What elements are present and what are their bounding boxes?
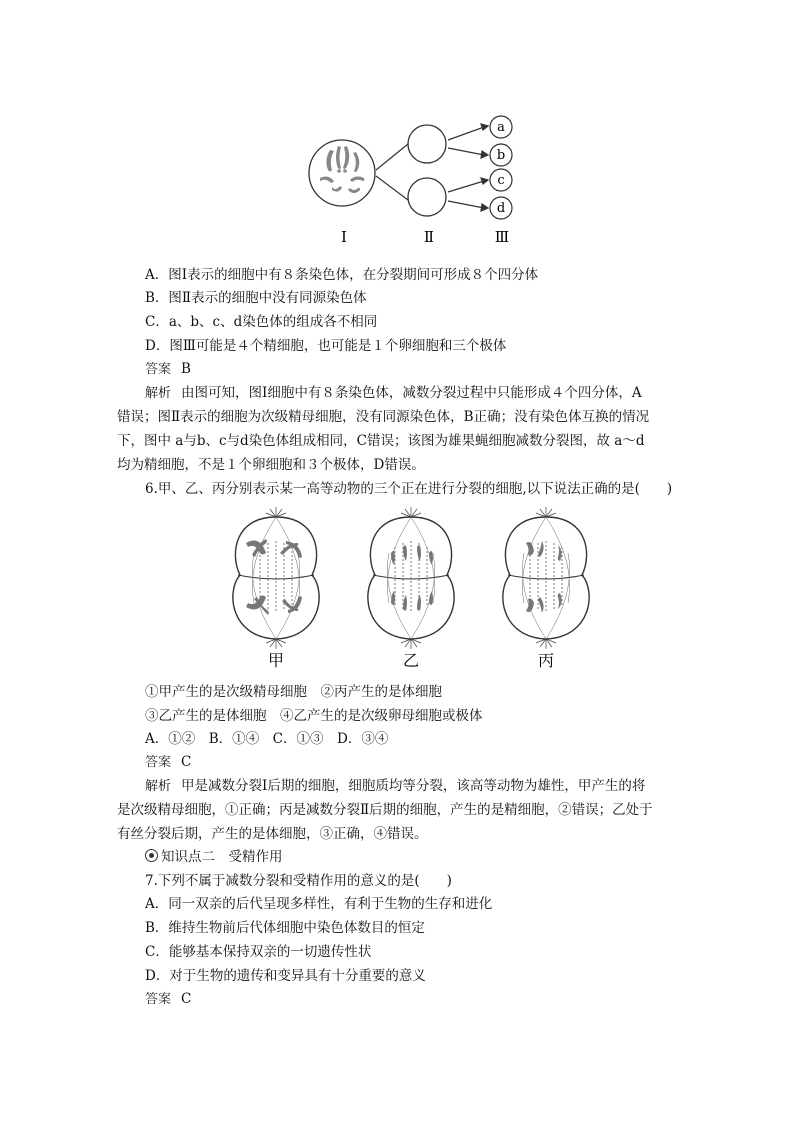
label-I: Ⅰ <box>341 228 347 246</box>
q6-stem: 6.甲、乙、丙分别表示某一高等动物的三个正在进行分裂的细胞,以下说法正确的是( ) <box>145 481 673 497</box>
q5-answer <box>145 359 191 380</box>
q5-option-c: C．a、b、c、d染色体的组成各不相同 <box>145 314 378 330</box>
q7-option-d: D．对于生物的遗传和变异具有十分重要的意义 <box>145 968 426 984</box>
answer-value: C <box>181 991 192 1007</box>
q5-explanation-1 <box>145 383 642 404</box>
knowledge-point-icon <box>145 849 158 862</box>
label-III: Ⅲ <box>494 228 510 246</box>
q7-stem: 7.下列不属于减数分裂和受精作用的意义的是( ) <box>145 873 452 889</box>
q7-option-b: B．维持生物前后代体细胞中染色体数目的恒定 <box>145 920 425 936</box>
meiosis-diagram <box>290 100 530 260</box>
cell-division-figure <box>216 503 606 675</box>
explanation-label: 解析 <box>145 386 172 401</box>
label-jia: 甲 <box>267 651 285 670</box>
q6-statement-1: ①甲产生的是次级精母细胞 ②丙产生的是体细胞 <box>145 684 442 700</box>
explanation-text: 甲是减数分裂Ⅰ后期的细胞，细胞质均等分裂，该高等动物为雄性，甲产生的将 <box>181 778 646 794</box>
q7-answer <box>145 989 191 1010</box>
q6-answer <box>145 752 191 773</box>
q6-statement-2: ③乙产生的是体细胞 ④乙产生的是次级卵母细胞或极体 <box>145 708 483 724</box>
cell-c-label: c <box>497 173 505 188</box>
cell-a-label: a <box>497 120 505 135</box>
cell-d-label: d <box>496 201 506 216</box>
q7-option-a: A．同一双亲的后代呈现多样性，有利于生物的生存和进化 <box>145 896 493 912</box>
q6-explanation-2: 是次级精母细胞，①正确；丙是减数分裂Ⅱ后期的细胞，产生的是精细胞，②错误；乙处于 <box>117 802 653 818</box>
answer-value: C <box>181 754 192 770</box>
q5-explanation-3: 下，图中 a与b、c与d染色体组成相同，C错误；该图为雄果蝇细胞减数分裂图，故 a～d <box>117 433 645 449</box>
q6-explanation-1 <box>145 776 645 797</box>
q5-explanation-4: 均为精细胞，不是１个卵细胞和３个极体，D错误。 <box>117 457 425 473</box>
q7-option-c: C．能够基本保持双亲的一切遗传性状 <box>145 944 372 960</box>
answer-label: 答案 <box>145 362 172 377</box>
answer-value: B <box>181 361 191 377</box>
q5-option-d: D．图Ⅲ可能是４个精细胞，也可能是１个卵细胞和三个极体 <box>145 338 507 354</box>
q6-explanation-3: 有丝分裂后期，产生的是体细胞，③正确，④错误。 <box>117 826 428 842</box>
q5-option-b: B．图Ⅱ表示的细胞中没有同源染色体 <box>145 290 367 306</box>
answer-label: 答案 <box>145 992 172 1007</box>
explanation-text: 由图可知，图Ⅰ细胞中有８条染色体，减数分裂过程中只能形成４个四分体，A <box>181 385 642 401</box>
q5-option-a: A．图Ⅰ表示的细胞中有８条染色体，在分裂期间可形成８个四分体 <box>145 267 539 283</box>
knowledge-point-heading <box>145 847 283 867</box>
explanation-label: 解析 <box>145 779 172 794</box>
q5-explanation-2: 错误；图Ⅱ表示的细胞为次级精母细胞，没有同源染色体，B正确；没有染色体互换的情况 <box>117 409 650 425</box>
label-yi: 乙 <box>402 651 420 670</box>
answer-label: 答案 <box>145 755 172 770</box>
q6-options: A．①② B．①④ C．①③ D．③④ <box>145 731 389 747</box>
label-II: Ⅱ <box>423 228 435 246</box>
cell-b-label: b <box>496 148 506 163</box>
knowledge-point-text: 知识点二 受精作用 <box>161 849 283 865</box>
label-bing: 丙 <box>537 651 555 670</box>
